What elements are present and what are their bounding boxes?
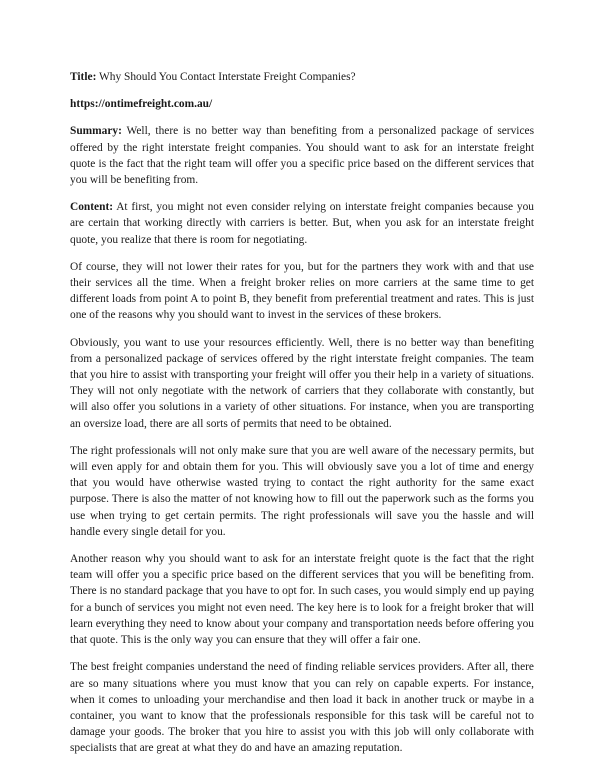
title-line <box>70 69 534 85</box>
body-paragraph-1: Of course, they will not lower their rates for you, but for the partners they work with and that use their services all the time. When a freight broker relies on more carriers at the same time to get different loads from point A to point B, they benefit from preferential treatment and rates. This is just one of the reasons why you should want to invest in the services of these brokers. <box>70 260 534 322</box>
title-label: Title: <box>70 71 97 83</box>
content-text: At first, you might not even consider relying on interstate freight companies because you are certain that working directly with carriers is better. But, when you ask for an interstate freight quote, you realize that there is room for negotiating. <box>70 201 534 246</box>
content-paragraph <box>70 199 534 248</box>
title-text: Why Should You Contact Interstate Freight Companies? <box>96 71 356 83</box>
summary-label: Summary: <box>70 125 122 138</box>
body-paragraph-2: Obviously, you want to use your resources efficiently. Well, there is no better way than benefiting from a personalized package of services offered by the right interstate freight companies. The team that you hire to assist with transporting your freight will offer you their help in a variety of situations. They will not only negotiate with the network of carriers that they collaborate with constantly, but will also offer you solutions in a variety of other situations. For instance, when you are transporting an oversize load, there are all sorts of permits that need to be obtained. <box>70 336 534 430</box>
source-url: https://ontimefreight.com.au/ <box>70 98 213 111</box>
body-paragraph-4: Another reason why you should want to ask for an interstate freight quote is the fact that the right team will offer you a specific price based on the different services that you will be benefiting from. There is no standard package that you have to opt for. In such cases, you would simply end up paying for a bunch of services you might not even need. The key here is to look for a freight broker that will learn everything they need to know about your company and transportation needs before offering you that quote. This is the only way you can ensure that they will offer a fair one. <box>70 553 534 647</box>
summary-text: Well, there is no better way than benefiting from a personalized package of services offered by the right interstate freight companies. You should want to ask for an interstate freight quote is the fact that the right team will offer you a specific price based on the different services that you will be benefiting from. <box>70 125 534 187</box>
url-line <box>70 96 534 112</box>
body-paragraph-3: The right professionals will not only make sure that you are well aware of the necessary permits, but will even apply for and obtain them for you. This will obviously save you a lot of time and energy that you would have otherwise wasted trying to contact the right authority for the same exact purpose. There is also the matter of not knowing how to fill out the paperwork such as the forms you use when trying to get certain permits. The right professionals will save you the hassle and will handle every single detail for you. <box>70 444 534 538</box>
summary-paragraph <box>70 123 534 188</box>
body-paragraph-5: The best freight companies understand the need of finding reliable services providers. After all, there are so many situations where you must know that you can rely on capable experts. For instance, when it comes to unloading your merchandise and then load it back in another truck or maybe in a container, you want to know that the professionals responsible for this task will be careful not to damage your goods. The broker that you hire to assist you with this job will only collaborate with specialists that are great at what they do and have an amazing reputation. <box>70 661 534 755</box>
content-label: Content: <box>70 201 114 214</box>
